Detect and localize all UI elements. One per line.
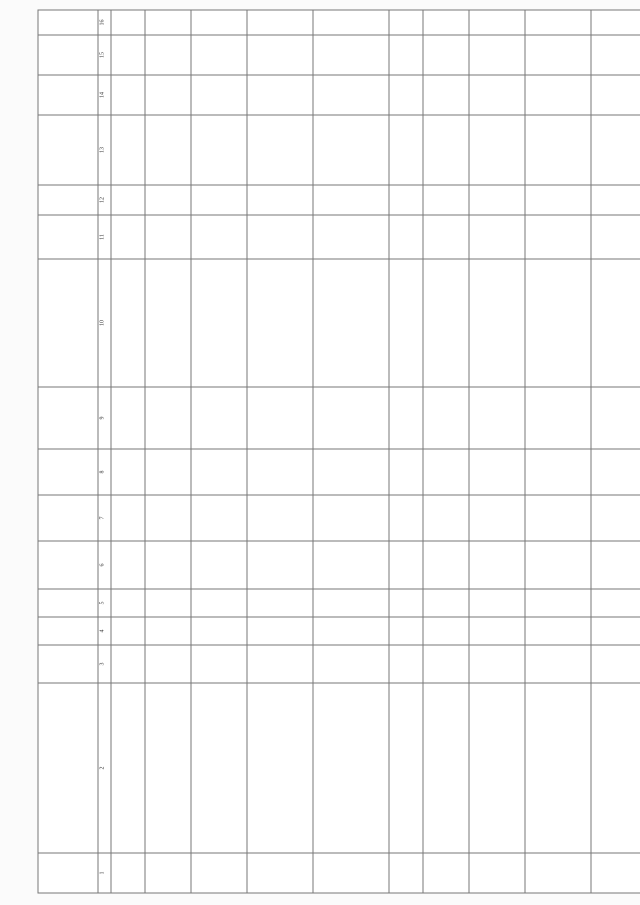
table-cell: [423, 645, 469, 683]
table-cell: [423, 683, 469, 853]
table-cell: [313, 683, 389, 853]
table-row: [591, 10, 640, 893]
table-cell: [525, 115, 591, 185]
table-cell: [525, 853, 591, 893]
table-cell: [111, 645, 145, 683]
table-cell: [423, 387, 469, 449]
table-row: [313, 10, 389, 893]
table-cell: [111, 387, 145, 449]
table-cell: [111, 541, 145, 589]
table-cell: [389, 215, 423, 259]
table-row: [145, 10, 191, 893]
table-cell: [591, 185, 640, 215]
table-cell: [145, 645, 191, 683]
table-cell: [111, 683, 145, 853]
table-cell: [313, 215, 389, 259]
header-col-9: [38, 387, 98, 449]
table-cell: [145, 185, 191, 215]
table-cell: [191, 215, 247, 259]
table-cell: [423, 75, 469, 115]
table-row: [469, 10, 525, 893]
table-cell: [191, 35, 247, 75]
table-cell: [469, 449, 525, 495]
table-cell: [423, 10, 469, 35]
table-cell: [591, 259, 640, 387]
table-cell: [423, 541, 469, 589]
col-number: 10: [98, 259, 111, 387]
table-cell: [525, 215, 591, 259]
table-header: [38, 10, 98, 893]
table-cell: [313, 35, 389, 75]
table-cell: [591, 215, 640, 259]
col-number: 16: [98, 10, 111, 35]
table-cell: [313, 589, 389, 617]
table-cell: [247, 541, 313, 589]
table-cell: [469, 617, 525, 645]
header-col-6: [38, 541, 98, 589]
table-cell: [145, 10, 191, 35]
col-number: 6: [98, 541, 111, 589]
table-cell: [525, 259, 591, 387]
table-cell: [469, 683, 525, 853]
table-cell: [469, 10, 525, 35]
table-cell: [591, 683, 640, 853]
table-cell: [525, 645, 591, 683]
col-number: 4: [98, 617, 111, 645]
table-cell: [525, 589, 591, 617]
table-cell: [111, 75, 145, 115]
table-cell: [247, 387, 313, 449]
table-cell: [591, 853, 640, 893]
table-cell: [191, 853, 247, 893]
table-cell: [145, 589, 191, 617]
table-cell: [469, 387, 525, 449]
table-cell: [525, 75, 591, 115]
table-cell: [191, 185, 247, 215]
table-cell: [591, 589, 640, 617]
table-cell: [191, 449, 247, 495]
table-cell: [313, 853, 389, 893]
table-cell: [389, 185, 423, 215]
table-cell: [191, 645, 247, 683]
table-cell: [591, 35, 640, 75]
table-cell: [591, 617, 640, 645]
header-col-13: [38, 115, 98, 185]
header-col-1: [38, 853, 98, 893]
table-cell: [591, 541, 640, 589]
header-col-4: [38, 617, 98, 645]
table-cell: [525, 387, 591, 449]
table-cell: [313, 75, 389, 115]
table-cell: [111, 115, 145, 185]
col-number: 3: [98, 645, 111, 683]
column-number-row: [98, 10, 111, 893]
table-cell: [469, 259, 525, 387]
header-col-5: [38, 589, 98, 617]
table-cell: [145, 683, 191, 853]
table-cell: [469, 645, 525, 683]
table-cell: [469, 541, 525, 589]
header-col-3: [38, 645, 98, 683]
col-number: 7: [98, 495, 111, 541]
table-cell: [111, 185, 145, 215]
table-body: [111, 10, 640, 893]
table-cell: [525, 35, 591, 75]
col-number: 11: [98, 215, 111, 259]
table-cell: [525, 185, 591, 215]
table-cell: [423, 589, 469, 617]
table-cell: [469, 185, 525, 215]
table-cell: [247, 215, 313, 259]
table-cell: [423, 495, 469, 541]
table-cell: [247, 185, 313, 215]
table-row: [111, 10, 145, 893]
table-cell: [313, 259, 389, 387]
table-cell: [525, 683, 591, 853]
table-cell: [247, 589, 313, 617]
table-cell: [525, 617, 591, 645]
table-cell: [389, 75, 423, 115]
table-cell: [191, 617, 247, 645]
table-cell: [247, 449, 313, 495]
header-col-15: [38, 35, 98, 75]
col-number: 13: [98, 115, 111, 185]
table-cell: [145, 617, 191, 645]
table-cell: [247, 853, 313, 893]
table-cell: [145, 387, 191, 449]
col-number: 12: [98, 185, 111, 215]
table-cell: [191, 10, 247, 35]
table-cell: [423, 853, 469, 893]
table-cell: [389, 449, 423, 495]
header-col-12: [38, 185, 98, 215]
table-row: [247, 10, 313, 893]
table-cell: [389, 259, 423, 387]
table-cell: [145, 75, 191, 115]
table-cell: [111, 617, 145, 645]
table-cell: [423, 449, 469, 495]
table-cell: [145, 541, 191, 589]
header-col-10: [38, 259, 98, 387]
table-cell: [423, 185, 469, 215]
table-cell: [389, 495, 423, 541]
header-col-8: [38, 449, 98, 495]
table-cell: [111, 35, 145, 75]
table-cell: [423, 35, 469, 75]
table-cell: [423, 115, 469, 185]
table-cell: [111, 259, 145, 387]
table-row: [191, 10, 247, 893]
table-cell: [191, 589, 247, 617]
table-cell: [313, 10, 389, 35]
table-cell: [313, 115, 389, 185]
header-col-7: [38, 495, 98, 541]
rotated-content: [8, 5, 633, 900]
table-cell: [423, 259, 469, 387]
table-cell: [191, 495, 247, 541]
table-cell: [469, 35, 525, 75]
table-cell: [111, 495, 145, 541]
table-cell: [247, 10, 313, 35]
table-cell: [423, 215, 469, 259]
table-cell: [525, 449, 591, 495]
table-cell: [111, 10, 145, 35]
table-cell: [469, 115, 525, 185]
table-cell: [591, 387, 640, 449]
table-cell: [247, 495, 313, 541]
col-number: 14: [98, 75, 111, 115]
table-cell: [591, 75, 640, 115]
table-cell: [145, 449, 191, 495]
table-cell: [591, 10, 640, 35]
col-number: 1: [98, 853, 111, 893]
table-cell: [389, 10, 423, 35]
table-row: [389, 10, 423, 893]
table-cell: [389, 541, 423, 589]
table-cell: [313, 541, 389, 589]
header-col-16: [38, 10, 98, 35]
table-cell: [591, 449, 640, 495]
table-row: [525, 10, 591, 893]
table-cell: [111, 589, 145, 617]
col-number: 15: [98, 35, 111, 75]
col-number: 8: [98, 449, 111, 495]
table-cell: [525, 495, 591, 541]
table-cell: [389, 115, 423, 185]
table-cell: [313, 185, 389, 215]
header-col-2: [38, 683, 98, 853]
table-cell: [247, 75, 313, 115]
table-cell: [389, 683, 423, 853]
table-cell: [469, 75, 525, 115]
table-cell: [145, 215, 191, 259]
table-cell: [247, 645, 313, 683]
table-cell: [191, 683, 247, 853]
table-cell: [313, 645, 389, 683]
table-cell: [247, 259, 313, 387]
table-cell: [145, 259, 191, 387]
table-cell: [247, 35, 313, 75]
table-cell: [469, 495, 525, 541]
mkd-table: [38, 10, 640, 894]
table-cell: [247, 683, 313, 853]
table-cell: [191, 259, 247, 387]
table-cell: [423, 617, 469, 645]
table-cell: [145, 853, 191, 893]
table-cell: [469, 215, 525, 259]
col-number: 5: [98, 589, 111, 617]
table-cell: [469, 589, 525, 617]
table-cell: [145, 35, 191, 75]
table-cell: [191, 387, 247, 449]
header-col-11: [38, 215, 98, 259]
table-cell: [591, 115, 640, 185]
table-cell: [389, 387, 423, 449]
table-cell: [247, 115, 313, 185]
table-row: [423, 10, 469, 893]
table-cell: [313, 617, 389, 645]
table-cell: [313, 387, 389, 449]
table-cell: [525, 541, 591, 589]
table-cell: [111, 449, 145, 495]
table-cell: [145, 495, 191, 541]
col-number: 2: [98, 683, 111, 853]
table-cell: [247, 617, 313, 645]
table-cell: [111, 215, 145, 259]
table-cell: [389, 617, 423, 645]
table-cell: [313, 449, 389, 495]
table-cell: [191, 541, 247, 589]
col-number: 9: [98, 387, 111, 449]
table-cell: [469, 853, 525, 893]
table-cell: [389, 589, 423, 617]
table-cell: [145, 115, 191, 185]
table-cell: [389, 853, 423, 893]
table-cell: [191, 115, 247, 185]
table-cell: [389, 35, 423, 75]
table-cell: [191, 75, 247, 115]
table-cell: [111, 853, 145, 893]
table-cell: [591, 495, 640, 541]
table-cell: [389, 645, 423, 683]
table-cell: [525, 10, 591, 35]
table-cell: [591, 645, 640, 683]
header-col-14: [38, 75, 98, 115]
table-cell: [313, 495, 389, 541]
